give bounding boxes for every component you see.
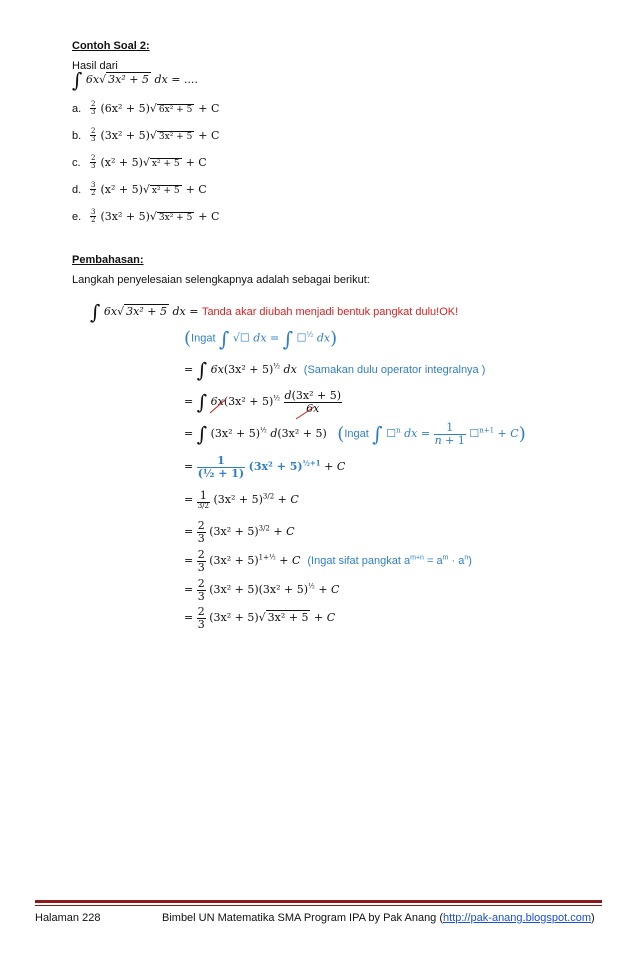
option-letter: a. <box>72 102 82 115</box>
option-tail: + C <box>198 128 220 142</box>
footer-link[interactable]: http://pak-anang.blogspot.com <box>443 912 592 924</box>
step-8: = $\frac{2}{3}$ $(3x^2 + 5)(3x^2 + 5)^{\frac{1}{2}} + C$ <box>184 577 340 603</box>
step-3: = ∫ $(3x^2 + 5)^{\frac{1}{2}}$ d(3x² + 5) (Ingat ∫ ☐$^n$ dx = $\frac{1}{n + 1}$ ☐$^{n+1}$ + C) <box>184 421 526 447</box>
footer-rule-thick <box>35 900 602 903</box>
reminder-root: (Ingat ∫ √☐ dx = ∫ ☐$^{\frac{1}{2}}$ dx) <box>184 326 338 351</box>
note-sifat: (Ingat sifat pangkat $a^{m+n} = a^m \cdot a^n$) <box>307 554 472 568</box>
step-start: ∫ 6x√ 3x² + 5 dx = Tanda akar diubah menjadi bentuk pangkat dulu!OK! <box>90 300 459 324</box>
integral-symbol: ∫ <box>72 68 83 92</box>
cancel-marks <box>200 393 320 421</box>
note-red: Tanda akar diubah menjadi bentuk pangkat dulu!OK! <box>201 306 459 318</box>
option-coefficient: $\frac{3}{2}$ <box>91 208 96 225</box>
option-letter: b. <box>72 129 82 142</box>
option-factor: (x² + 5) <box>100 155 143 169</box>
option-tail: + C <box>185 182 207 196</box>
option-c: c. $\frac{2}{3}$ (x² + 5)√ x² + 5 + C <box>72 154 207 171</box>
option-tail: + C <box>198 209 220 223</box>
option-letter: d. <box>72 183 82 196</box>
option-factor: (6x² + 5) <box>100 101 150 115</box>
solution-heading: Pembahasan: <box>72 254 144 266</box>
step-2: = ∫ $6x(3x^2 + 5)^{\frac{1}{2}}$ $\frac{\text{d(3x² + 5)}}{6x}$ <box>184 389 341 415</box>
option-tail: + C <box>198 101 220 115</box>
footer-title: Bimbel UN Matematika SMA Program IPA by Pak Anang (http://pak-anang.blogspot.com) <box>162 912 595 924</box>
option-coefficient: $\frac{2}{3}$ <box>91 154 96 171</box>
note-operator: (Samakan dulu operator integralnya ) <box>303 364 486 376</box>
option-factor: (3x² + 5) <box>100 128 150 142</box>
option-e: e. $\frac{3}{2}$ (3x² + 5)√ 3x² + 5 + C <box>72 208 220 225</box>
question-expression: ∫ 6x√ 3x² + 5 dx = .... <box>72 68 198 92</box>
step-9: = $\frac{2}{3}$ (3x² + 5)√ 3x² + 5 + C <box>184 605 336 631</box>
example-heading: Contoh Soal 2: <box>72 40 150 52</box>
option-b: b. $\frac{2}{3}$ (3x² + 5)√ 3x² + 5 + C <box>72 127 220 144</box>
step-5: = $\frac{1}{3/2}$ $(3x^2 + 5)^{3/2} + C$ <box>184 489 299 510</box>
option-factor: (x² + 5) <box>100 182 143 196</box>
option-letter: e. <box>72 210 82 223</box>
option-root: x² + 5 <box>151 185 180 196</box>
option-coefficient: $\frac{3}{2}$ <box>91 181 96 198</box>
question-tail: = .... <box>171 73 198 86</box>
option-coefficient: $\frac{2}{3}$ <box>91 100 96 117</box>
step-7: = $\frac{2}{3}$ $(3x^2 + 5)^{1+\frac{1}{2}} + C$ (Ingat sifat pangkat $a^{m+n} = a^m \cdot a^n$) <box>184 548 472 574</box>
option-root: 3x² + 5 <box>158 212 193 223</box>
option-root: x² + 5 <box>151 158 180 169</box>
step-1: = ∫ $6x(3x^2 + 5)^{\frac{1}{2}}$ dx (Samakan dulu operator integralnya ) <box>184 358 486 382</box>
question-label: Hasil dari <box>72 60 118 72</box>
footer-rule-thin <box>35 905 602 906</box>
option-root: 6x² + 5 <box>158 104 193 115</box>
step-4: = $\frac{1}{\text{(½ + 1)}}$ $(3x^2 + 5)^{\frac{1}{2}+1} + C$ <box>184 454 346 480</box>
option-letter: c. <box>72 156 81 169</box>
option-coefficient: $\frac{2}{3}$ <box>91 127 96 144</box>
option-root: 3x² + 5 <box>158 131 193 142</box>
option-a: a. $\frac{2}{3}$ (6x² + 5)√ 6x² + 5 + C <box>72 100 220 117</box>
option-factor: (3x² + 5) <box>100 209 150 223</box>
step-6: = $\frac{2}{3}$ $(3x^2 + 5)^{3/2} + C$ <box>184 519 295 545</box>
solution-intro: Langkah penyelesaian selengkapnya adalah sebagai berikut: <box>72 274 370 286</box>
footer-page: Halaman 228 <box>35 912 101 924</box>
option-d: d. $\frac{3}{2}$ (x² + 5)√ x² + 5 + C <box>72 181 207 198</box>
option-tail: + C <box>185 155 207 169</box>
